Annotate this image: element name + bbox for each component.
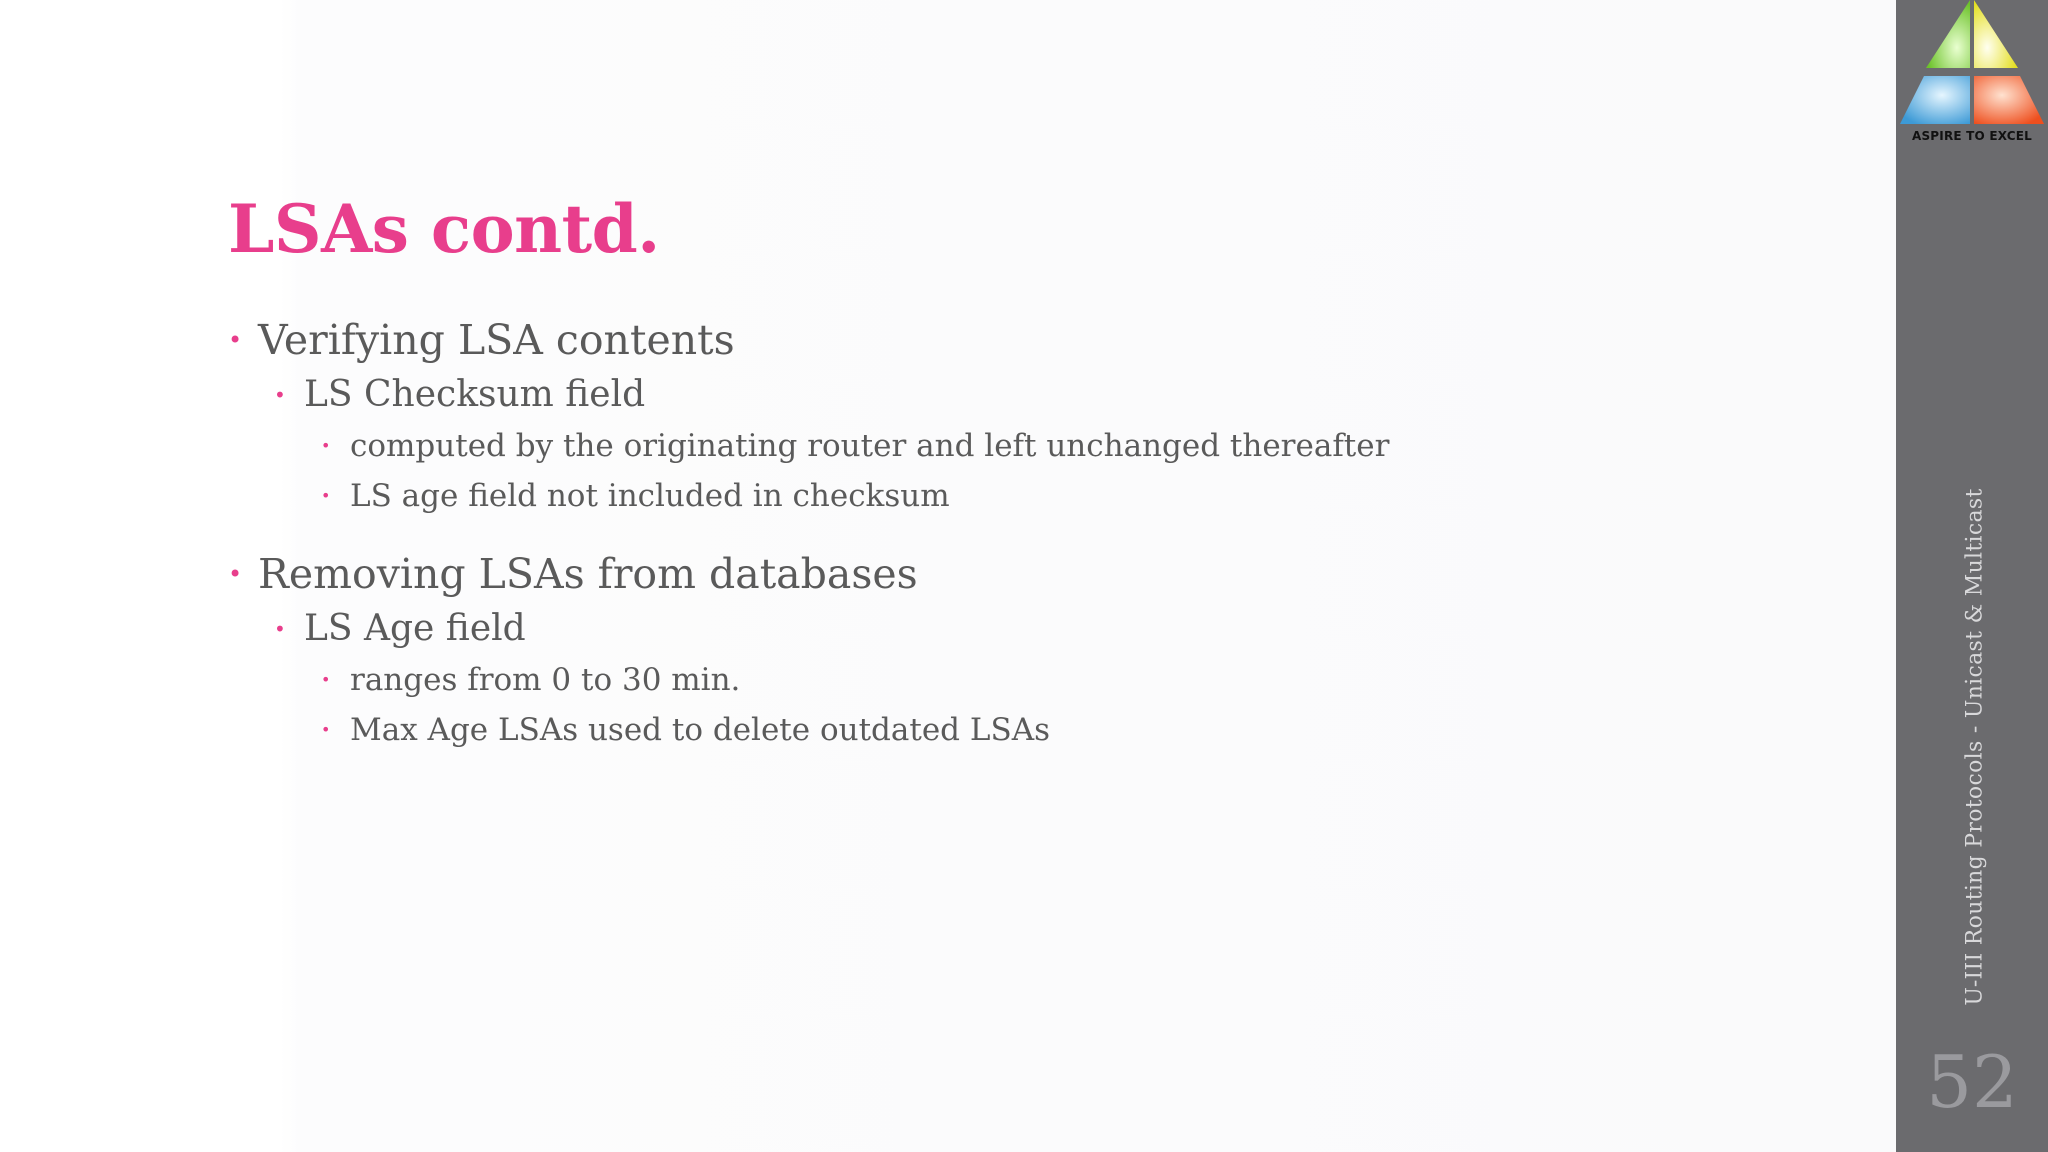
bullet-text: LS Checksum field [304, 374, 646, 415]
bullet-dot-icon: • [321, 436, 331, 455]
bullet-text: LS age field not included in checksum [350, 478, 950, 514]
bullet-dot-icon: • [228, 560, 243, 588]
bullet-dot-icon: • [228, 326, 243, 354]
bullet-text: Max Age LSAs used to delete outdated LSAs [350, 712, 1050, 748]
page-number: 52 [1926, 1040, 2018, 1124]
bullet-item-level3 [228, 422, 1828, 470]
bullet-text: Verifying LSA contents [258, 316, 735, 364]
bullet-item-level2 [228, 604, 1828, 654]
bullet-text: computed by the originating router and left unchanged thereafter [350, 428, 1390, 464]
bullet-item-level3 [228, 706, 1828, 754]
bullet-list [228, 312, 1828, 754]
slide-content [228, 0, 1868, 1152]
bullet-text: Removing LSAs from databases [258, 550, 918, 598]
aspire-logo-icon [1896, 0, 2048, 148]
bullet-item-level2 [228, 370, 1828, 420]
bullet-dot-icon: • [321, 720, 331, 739]
bullet-text: LS Age field [304, 608, 526, 649]
slide-title: LSAs contd. [228, 190, 660, 268]
footer-course-title: U-III Routing Protocols - Unicast & Multicast [1962, 488, 1988, 1006]
bullet-item-level1 [228, 312, 1828, 368]
bullet-item-level1 [228, 546, 1828, 602]
bullet-item-level3 [228, 656, 1828, 704]
bullet-dot-icon: • [321, 486, 331, 505]
bullet-dot-icon: • [274, 383, 286, 407]
bullet-text: ranges from 0 to 30 min. [350, 662, 741, 698]
bullet-dot-icon: • [321, 670, 331, 689]
logo-text: ASPIRE TO EXCEL [1911, 129, 2033, 143]
bullet-dot-icon: • [274, 617, 286, 641]
bullet-item-level3 [228, 472, 1828, 520]
